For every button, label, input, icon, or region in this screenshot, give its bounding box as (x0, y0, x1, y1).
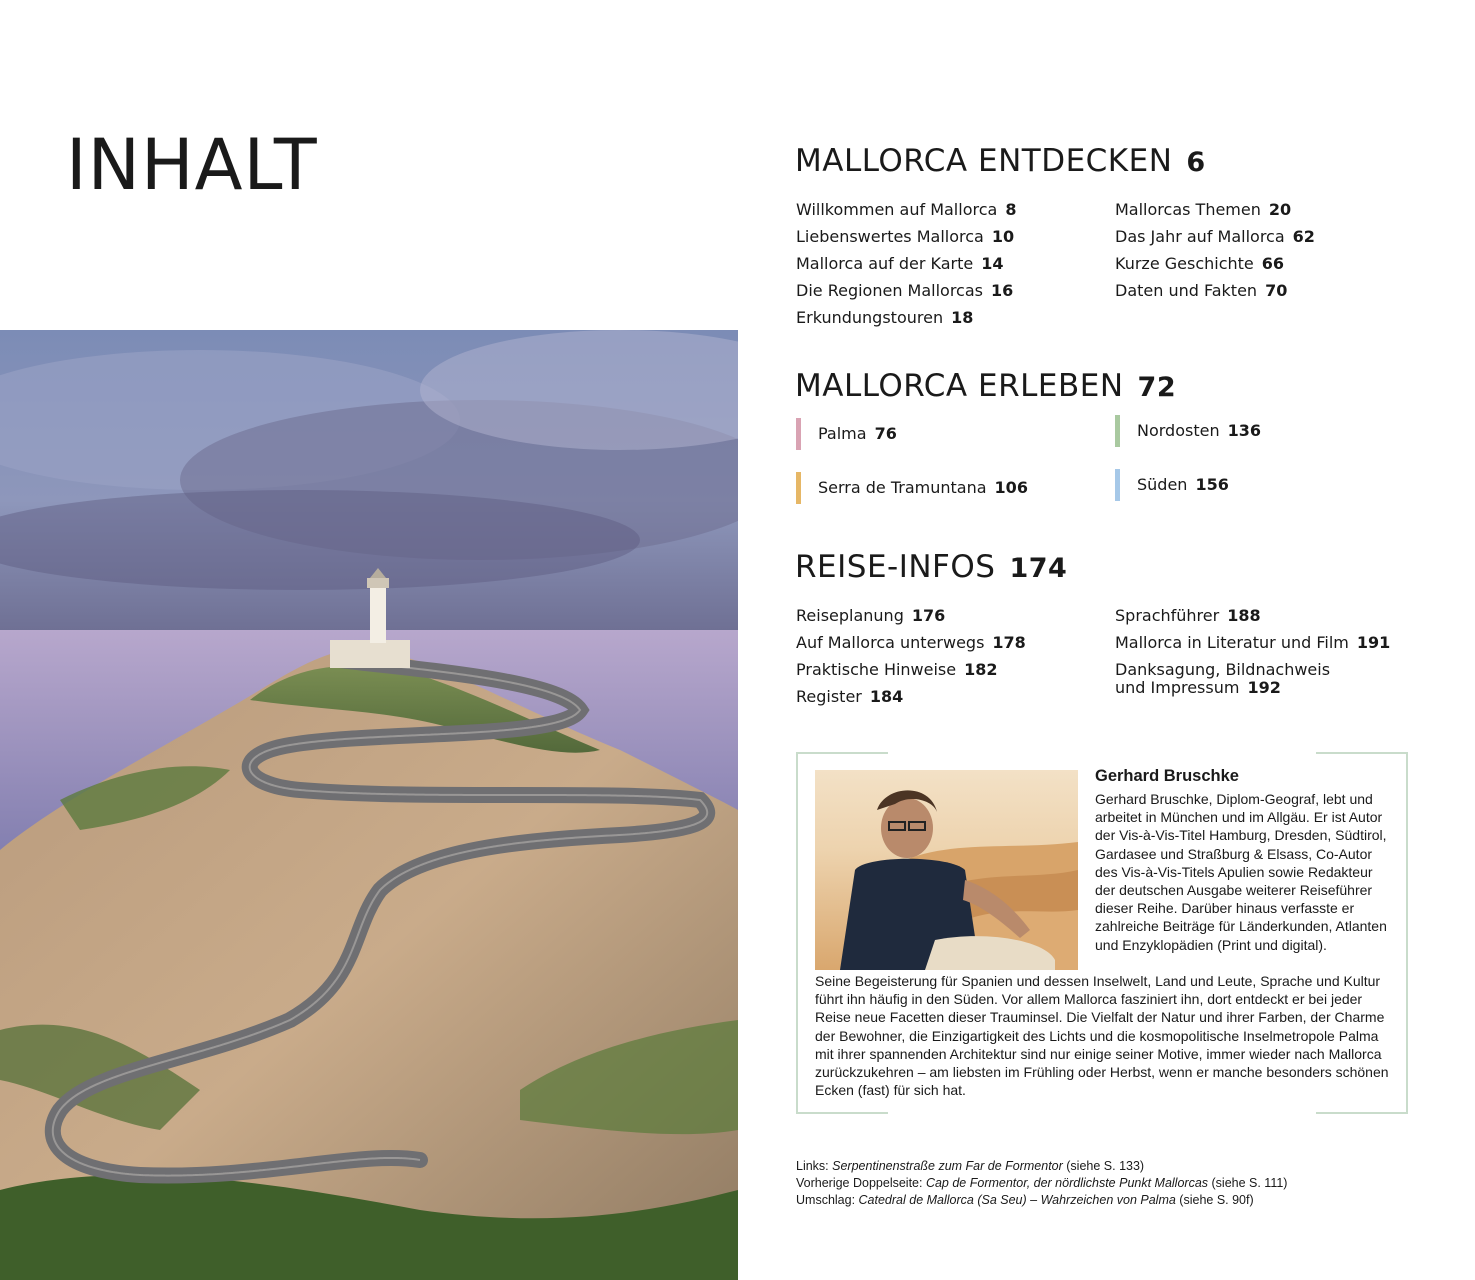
toc-entry[interactable] (1115, 602, 1390, 629)
section-heading-erleben (795, 368, 1177, 404)
author-bio: Gerhard Bruschke, Diplom-Geograf, lebt und arbeitet in München und im Allgäu. Er ist Autor der Vis-à-Vis-Titel Hamburg, Dresden, Südtirol, Gardasee und Straßburg & Elsass, Co-Autor des Vis-à-Vis-Titels Apulien sowie Redakteur der deutschen Ausgabe weiterer Reiseführer dieser Reihe. Darüber hinaus verfasste er zahlreiche Beiträge für Länderkunden, Atlanten und Enzyklopädien (Print und digital). (1095, 791, 1387, 953)
credit-line (796, 1192, 1287, 1209)
toc-entry-label: Sprachführer (1115, 606, 1220, 625)
toc-entry[interactable] (1115, 223, 1315, 250)
region-label: Nordosten (1137, 421, 1220, 440)
toc-column-right (1115, 602, 1390, 697)
region-color-bar (796, 472, 801, 504)
toc-entry[interactable] (796, 223, 1016, 250)
toc-entry-label: Mallorca auf der Karte (796, 254, 974, 273)
toc-entry-continuation[interactable] (1115, 679, 1390, 697)
region-label: Serra de Tramuntana (818, 478, 987, 497)
toc-entry[interactable] (796, 304, 1016, 331)
toc-entry[interactable] (796, 629, 1026, 656)
toc-entry[interactable] (1115, 661, 1390, 679)
region-page: 76 (874, 424, 897, 443)
toc-entry-page: 178 (992, 633, 1026, 652)
credit-line (796, 1158, 1287, 1175)
toc-entry-page: 66 (1261, 254, 1285, 273)
toc-entry-page: 14 (981, 254, 1004, 273)
box-corner-line (1316, 752, 1406, 754)
toc-entry[interactable] (1115, 629, 1390, 656)
section-heading-entdecken (795, 143, 1206, 179)
toc-column-left (796, 196, 1016, 331)
toc-entry-label: Auf Mallorca unterwegs (796, 633, 985, 652)
toc-entry-label: Mallorca in Literatur und Film (1115, 633, 1349, 652)
region-color-bar (1115, 415, 1120, 447)
section-page-number: 72 (1137, 372, 1177, 403)
toc-entry-page: 182 (964, 660, 998, 679)
credit-caption: Catedral de Mallorca (Sa Seu) – Wahrzeichen von Palma (858, 1192, 1176, 1207)
section-title: MALLORCA ENTDECKEN (795, 143, 1173, 179)
author-bio-continued: Seine Begeisterung für Spanien und dessen Inselwelt, Land und Leute, Sprache und Kultur führt ihn häufig in den Süden. Vor allem Mallorca fasziniert ihn, dort entdeckt er bei jeder Reise neue Facetten dieser Trauminsel. Die Vielfalt der Natur und ihrer Farben, der Charme der Bewohner, die Einzigartigkeit des Lichts und die kosmopolitische Inselmetropole Palma mit ihrer spannenden Architektur sind nur einige seiner Motive, immer wieder nach Mallorca zurückzukehren – am liebsten im Frühling oder Herbst, wenn er manche besonders schönen Ecken (fast) für sich hat. (815, 973, 1389, 1099)
box-corner-line (798, 1112, 888, 1114)
toc-entry-page: 192 (1247, 678, 1281, 697)
credit-ref: (siehe S. 90f) (1175, 1192, 1254, 1207)
toc-entry[interactable] (1115, 196, 1315, 223)
photo-credits (796, 1158, 1287, 1208)
toc-entry-page: 191 (1356, 633, 1391, 652)
toc-entry-label: Kurze Geschichte (1115, 254, 1254, 273)
region-entry-nordosten[interactable] (1115, 415, 1261, 447)
credit-ref: (siehe S. 133) (1062, 1159, 1145, 1173)
toc-entry-label: Liebenswertes Mallorca (796, 227, 984, 246)
credit-caption: Serpentinenstraße zum Far de Formentor (832, 1159, 1063, 1173)
section-heading-reise-infos (795, 549, 1068, 585)
credit-line (796, 1175, 1287, 1192)
region-color-bar (1115, 469, 1120, 501)
toc-entry-label: Mallorcas Themen (1115, 200, 1261, 219)
toc-entry[interactable] (796, 277, 1016, 304)
toc-entry-page: 16 (991, 281, 1014, 300)
toc-entry[interactable] (796, 250, 1016, 277)
toc-column-right (1115, 196, 1315, 304)
toc-entry-label: Danksagung, Bildnachweis (1115, 660, 1331, 679)
toc-entry-label: Das Jahr auf Mallorca (1115, 227, 1285, 246)
region-label: Süden (1137, 475, 1188, 494)
credit-caption: Cap de Formentor, der nördlichste Punkt Mallorcas (925, 1175, 1209, 1190)
toc-entry-page: 70 (1265, 281, 1288, 300)
toc-entry-label: Reiseplanung (796, 606, 904, 625)
region-entry-palma[interactable] (796, 418, 897, 450)
toc-entry-page: 188 (1227, 606, 1261, 625)
toc-column-left (796, 602, 1026, 710)
box-corner-line (1316, 1112, 1406, 1114)
section-page-number: 174 (1009, 553, 1068, 584)
toc-entry-label: Willkommen auf Mallorca (796, 200, 998, 219)
toc-entry[interactable] (796, 656, 1026, 683)
toc-entry-page: 62 (1292, 227, 1315, 246)
toc-entry[interactable] (796, 602, 1026, 629)
toc-entry-label: Register (796, 687, 862, 706)
box-corner-line (798, 752, 888, 754)
page-title: INHALT (66, 124, 318, 206)
toc-entry-page: 8 (1005, 200, 1017, 219)
toc-entry[interactable] (1115, 277, 1315, 304)
credit-prefix: Umschlag: (796, 1192, 859, 1207)
author-name: Gerhard Bruschke (1095, 767, 1239, 785)
credit-prefix: Vorherige Doppelseite: (796, 1175, 926, 1190)
toc-entry-label: Die Regionen Mallorcas (796, 281, 983, 300)
credit-ref: (siehe S. 111) (1208, 1175, 1288, 1190)
credit-prefix: Links: (796, 1159, 833, 1173)
toc-entry-page: 20 (1268, 200, 1292, 219)
region-page: 106 (994, 478, 1028, 497)
toc-entry-page: 184 (869, 687, 904, 706)
region-page: 136 (1227, 421, 1261, 440)
toc-entry-label: Praktische Hinweise (796, 660, 957, 679)
toc-entry-page: 18 (951, 308, 974, 327)
toc-entry-label: Daten und Fakten (1115, 281, 1258, 300)
author-box (796, 752, 1408, 1114)
region-color-bar (796, 418, 801, 450)
toc-entry-label: Erkundungstouren (796, 308, 944, 327)
toc-entry[interactable] (796, 196, 1016, 223)
toc-entry-page: 10 (991, 227, 1015, 246)
section-title: REISE-INFOS (795, 549, 996, 585)
region-entry-serra-de-tramuntana[interactable] (796, 472, 1028, 504)
region-page: 156 (1195, 475, 1229, 494)
region-label: Palma (818, 424, 867, 443)
section-page-number: 6 (1186, 147, 1206, 178)
toc-entry[interactable] (1115, 250, 1315, 277)
author-portrait (815, 770, 1078, 970)
region-entry-sueden[interactable] (1115, 469, 1229, 501)
lighthouse-road-photo (0, 330, 738, 1280)
toc-entry[interactable] (796, 683, 1026, 710)
toc-entry-page: 176 (911, 606, 946, 625)
section-title: MALLORCA ERLEBEN (795, 368, 1124, 404)
toc-entry-label: und Impressum (1115, 678, 1240, 697)
